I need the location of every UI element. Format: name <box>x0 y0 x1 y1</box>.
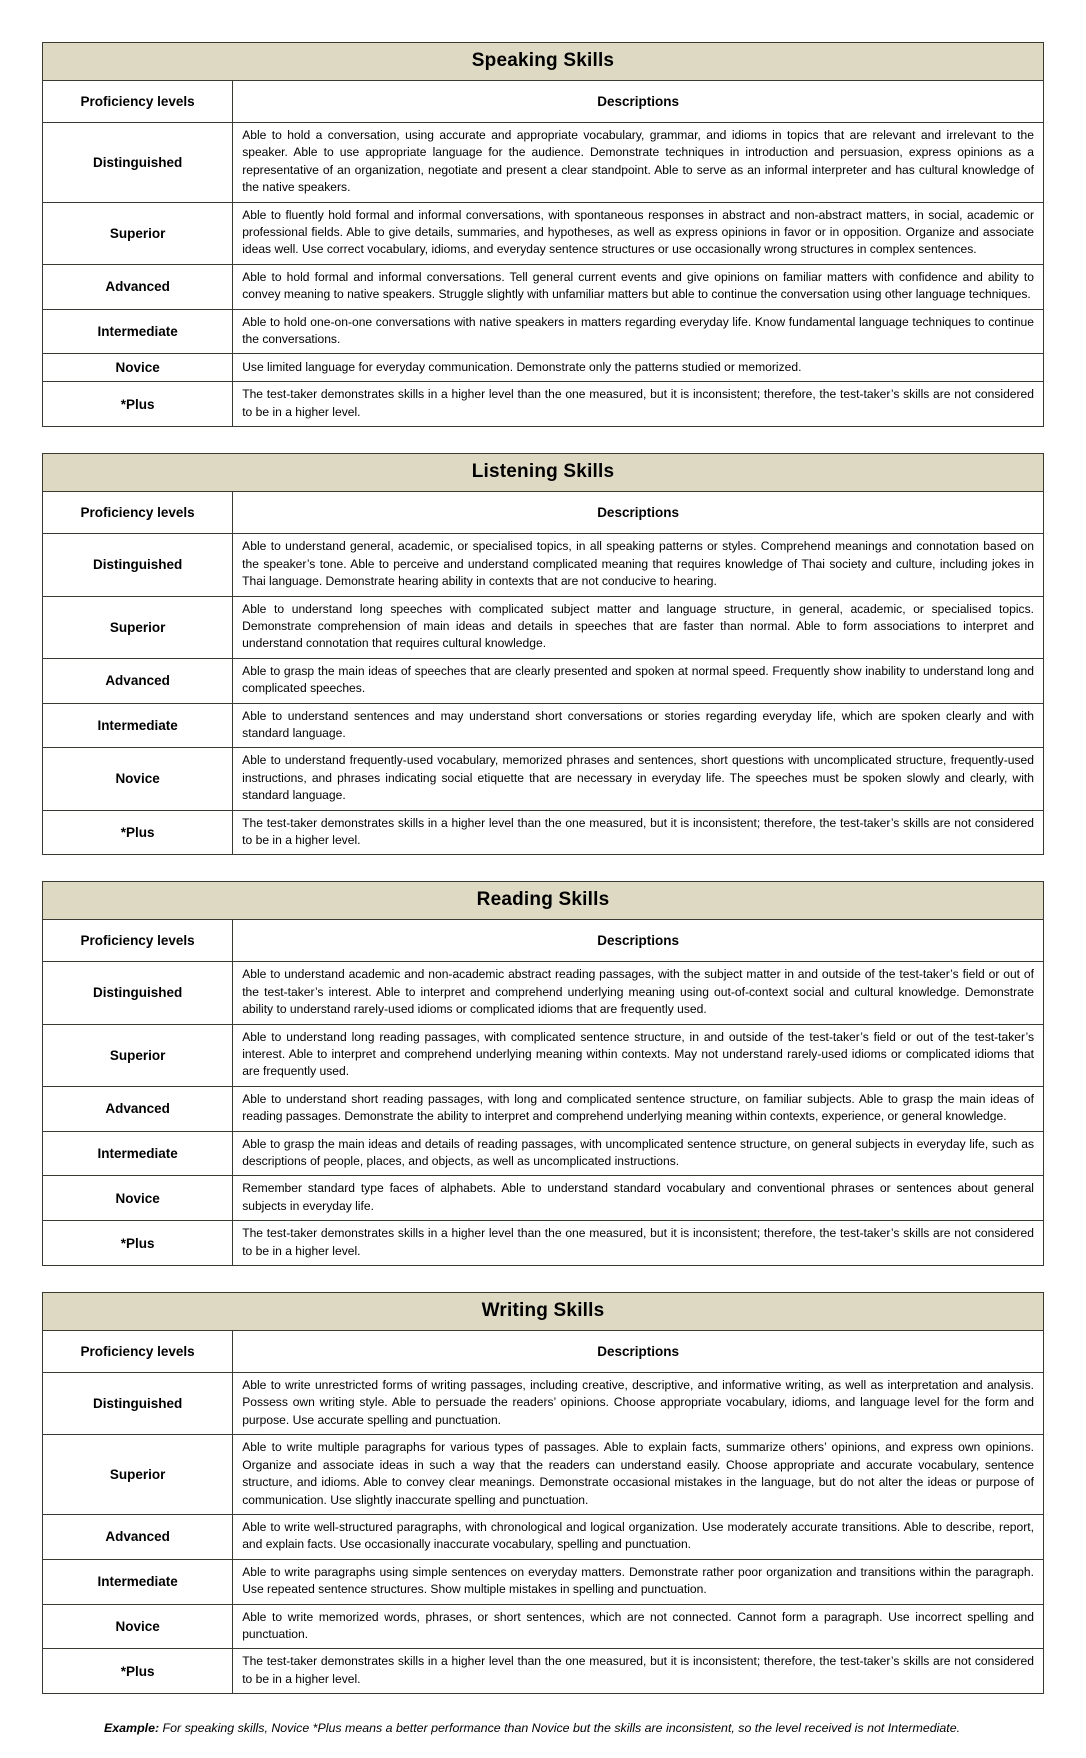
proficiency-level-label: Superior <box>43 1435 233 1515</box>
proficiency-level-description: Able to grasp the main ideas and details of reading passages, with uncomplicated sentence structure, on general subjects in everyday life, such as descriptions of people, places, and objects, as well as uncomplicated instructions. <box>233 1131 1044 1176</box>
proficiency-level-description: The test-taker demonstrates skills in a higher level than the one measured, but it is inconsistent; therefore, the test-taker’s skills are not considered to be in a higher level. <box>233 810 1044 855</box>
proficiency-level-label: Novice <box>43 1176 233 1221</box>
proficiency-level-label: Novice <box>43 748 233 810</box>
proficiency-level-label: *Plus <box>43 810 233 855</box>
table-banner-row <box>43 454 1044 492</box>
proficiency-level-description: Able to understand sentences and may understand short conversations or stories regarding everyday life, which are spoken clearly and with standard language. <box>233 703 1044 748</box>
skill-table <box>42 1292 1044 1694</box>
proficiency-level-label: Superior <box>43 596 233 658</box>
table-row <box>43 810 1044 855</box>
table-row <box>43 534 1044 596</box>
table-row <box>43 962 1044 1024</box>
table-title: Reading Skills <box>43 882 1044 920</box>
proficiency-level-label: Superior <box>43 1024 233 1086</box>
table-row <box>43 1435 1044 1515</box>
skill-table <box>42 42 1044 427</box>
proficiency-level-label: *Plus <box>43 382 233 427</box>
table-row <box>43 123 1044 203</box>
table-row <box>43 1373 1044 1435</box>
footnote-label: Example: <box>104 1721 160 1736</box>
table-row <box>43 1024 1044 1086</box>
proficiency-level-description: Able to write unrestricted forms of writing passages, including creative, descriptive, and informative writing, as well as interpretation and analysis. Possess own writing style. Able to persuade the readers’ opinions. Choose appropriate vocabulary, idioms, and language level for the form and purpose. Use accurate spelling and punctuation. <box>233 1373 1044 1435</box>
proficiency-level-description: Able to understand academic and non-academic abstract reading passages, with the subject matter in and outside of the test-taker’s field or out of the test-taker’s interest. Able to interpret and comprehend underlying meaning using out-of-context social and cultural knowledge. Demonstrate ability to understand rarely-used idioms or complicated idioms that are frequently used. <box>233 962 1044 1024</box>
proficiency-level-label: Advanced <box>43 658 233 703</box>
table-row <box>43 1221 1044 1266</box>
proficiency-level-description: Able to write well-structured paragraphs, with chronological and logical organization. Use moderately accurate transitions. Able to describe, report, and explain facts. Use occasionally inaccurate vocabulary, spelling and punctuation. <box>233 1514 1044 1559</box>
proficiency-level-description: Able to understand frequently-used vocabulary, memorized phrases and sentences, short questions with uncomplicated structure, frequently-used instructions, and phrases indicating social etiquette that are necessary in everyday life. The speeches must be spoken slowly and clearly, with standard language. <box>233 748 1044 810</box>
table-banner-row <box>43 882 1044 920</box>
skill-tables-container <box>42 42 1044 1694</box>
column-header-descriptions: Descriptions <box>233 492 1044 534</box>
table-header-row <box>43 1331 1044 1373</box>
proficiency-level-description: Able to write paragraphs using simple sentences on everyday matters. Demonstrate rather poor organization and transitions within the paragraph. Use repeated sentence structures. Show multiple mistakes in spelling and punctuation. <box>233 1559 1044 1604</box>
table-header-row <box>43 492 1044 534</box>
table-row <box>43 748 1044 810</box>
proficiency-level-description: The test-taker demonstrates skills in a higher level than the one measured, but it is inconsistent; therefore, the test-taker’s skills are not considered to be in a higher level. <box>233 1221 1044 1266</box>
table-row <box>43 1514 1044 1559</box>
proficiency-level-description: The test-taker demonstrates skills in a higher level than the one measured, but it is inconsistent; therefore, the test-taker’s skills are not considered to be in a higher level. <box>233 1649 1044 1694</box>
proficiency-level-label: Novice <box>43 1604 233 1649</box>
proficiency-level-label: Intermediate <box>43 309 233 354</box>
table-header-row <box>43 920 1044 962</box>
proficiency-level-description: Able to write memorized words, phrases, or short sentences, which are not connected. Cannot form a paragraph. Use incorrect spelling and punctuation. <box>233 1604 1044 1649</box>
table-row <box>43 382 1044 427</box>
table-row <box>43 264 1044 309</box>
footnote <box>42 1720 1044 1737</box>
proficiency-level-label: Novice <box>43 354 233 382</box>
skill-table <box>42 453 1044 855</box>
column-header-descriptions: Descriptions <box>233 1331 1044 1373</box>
table-row <box>43 354 1044 382</box>
proficiency-level-description: Able to hold one-on-one conversations with native speakers in matters regarding everyday life. Know fundamental language techniques to continue the conversations. <box>233 309 1044 354</box>
proficiency-level-description: The test-taker demonstrates skills in a higher level than the one measured, but it is inconsistent; therefore, the test-taker’s skills are not considered to be in a higher level. <box>233 382 1044 427</box>
proficiency-level-description: Able to fluently hold formal and informal conversations, with spontaneous responses in abstract and non-abstract matters, in social, academic or professional fields. Able to give details, summaries, and hypotheses, as well as express opinions in favor or in opposition. Organize and associate ideas well. Use correct vocabulary, idioms, and everyday sentence structures or use occasionally wrong structures in complex sentences. <box>233 202 1044 264</box>
proficiency-level-label: Intermediate <box>43 1131 233 1176</box>
proficiency-level-description: Use limited language for everyday communication. Demonstrate only the patterns studied or memorized. <box>233 354 1044 382</box>
proficiency-level-description: Able to hold a conversation, using accurate and appropriate vocabulary, grammar, and idioms in topics that are relevant and irrelevant to the speaker. Able to use appropriate language for the audience. Demonstrate techniques in introduction and persuasion, express opinions as a representative of an organization, negotiate and present a clear standpoint. Able to serve as an informal interpreter and has cultural knowledge of the native speakers. <box>233 123 1044 203</box>
table-row <box>43 658 1044 703</box>
proficiency-level-description: Able to understand short reading passages, with long and complicated sentence structure, on familiar subjects. Able to grasp the main ideas of reading passages. Demonstrate the ability to interpret and comprehend underlying meaning within contexts, experience, or general knowledge. <box>233 1086 1044 1131</box>
table-row <box>43 1649 1044 1694</box>
table-title: Writing Skills <box>43 1293 1044 1331</box>
table-row <box>43 1176 1044 1221</box>
column-header-descriptions: Descriptions <box>233 920 1044 962</box>
column-header-proficiency-levels: Proficiency levels <box>43 1331 233 1373</box>
proficiency-level-label: Advanced <box>43 264 233 309</box>
proficiency-level-label: Distinguished <box>43 962 233 1024</box>
table-row <box>43 1604 1044 1649</box>
proficiency-level-label: *Plus <box>43 1649 233 1694</box>
table-title: Listening Skills <box>43 454 1044 492</box>
column-header-proficiency-levels: Proficiency levels <box>43 81 233 123</box>
table-header-row <box>43 81 1044 123</box>
proficiency-level-label: Intermediate <box>43 703 233 748</box>
proficiency-level-label: *Plus <box>43 1221 233 1266</box>
proficiency-level-label: Advanced <box>43 1086 233 1131</box>
table-row <box>43 309 1044 354</box>
proficiency-level-description: Able to understand general, academic, or specialised topics, in all speaking patterns or styles. Comprehend meanings and connotation based on the speaker’s tone. Able to perceive and understand complicated meaning that requires knowledge of Thai society and culture, including jokes in Thai language. Demonstrate hearing ability in contexts that are not conducive to hearing. <box>233 534 1044 596</box>
table-banner-row <box>43 43 1044 81</box>
table-row <box>43 202 1044 264</box>
table-row <box>43 703 1044 748</box>
table-title: Speaking Skills <box>43 43 1044 81</box>
proficiency-level-description: Able to understand long reading passages, with complicated sentence structure, in and outside of the test-taker’s field or out of the test-taker’s interest. Able to interpret and comprehend underlying meaning within contexts. May not understand rarely-used idioms or complicated idioms that are frequently used. <box>233 1024 1044 1086</box>
skill-table <box>42 881 1044 1266</box>
proficiency-level-label: Distinguished <box>43 1373 233 1435</box>
proficiency-level-description: Remember standard type faces of alphabets. Able to understand standard vocabulary and conventional phrases or sentences about general subjects in everyday life. <box>233 1176 1044 1221</box>
table-row <box>43 596 1044 658</box>
table-row <box>43 1559 1044 1604</box>
proficiency-level-label: Superior <box>43 202 233 264</box>
column-header-proficiency-levels: Proficiency levels <box>43 920 233 962</box>
proficiency-level-label: Distinguished <box>43 123 233 203</box>
column-header-descriptions: Descriptions <box>233 81 1044 123</box>
column-header-proficiency-levels: Proficiency levels <box>43 492 233 534</box>
proficiency-level-description: Able to write multiple paragraphs for various types of passages. Able to explain facts, summarize others’ opinions, and express own opinions. Organize and associate ideas in such a way that the readers can understand easily. Choose appropriate and accurate vocabulary, sentence structure, and idioms. Able to convey clear meanings. Demonstrate occasional mistakes in the language, but do not alter the ideas or purpose of communication. Use slightly inaccurate spelling and punctuation. <box>233 1435 1044 1515</box>
proficiency-level-label: Distinguished <box>43 534 233 596</box>
table-row <box>43 1131 1044 1176</box>
table-banner-row <box>43 1293 1044 1331</box>
proficiency-level-description: Able to understand long speeches with complicated subject matter and language structure, in general, academic, or specialised topics. Demonstrate comprehension of main ideas and details in speeches that are faster than normal. Able to form associations to interpret and understand connotation that requires cultural knowledge. <box>233 596 1044 658</box>
footnote-text: For speaking skills, Novice *Plus means a better performance than Novice but the skills are inconsistent, so the level received is not Intermediate. <box>159 1721 961 1736</box>
proficiency-level-label: Intermediate <box>43 1559 233 1604</box>
proficiency-level-label: Advanced <box>43 1514 233 1559</box>
proficiency-level-description: Able to grasp the main ideas of speeches that are clearly presented and spoken at normal speed. Frequently show inability to understand long and complicated speeches. <box>233 658 1044 703</box>
table-row <box>43 1086 1044 1131</box>
proficiency-level-description: Able to hold formal and informal conversations. Tell general current events and give opinions on familiar matters with confidence and ability to convey meaning to native speakers. Struggle slightly with unfamiliar matters but able to continue the conversation using other language techniques. <box>233 264 1044 309</box>
